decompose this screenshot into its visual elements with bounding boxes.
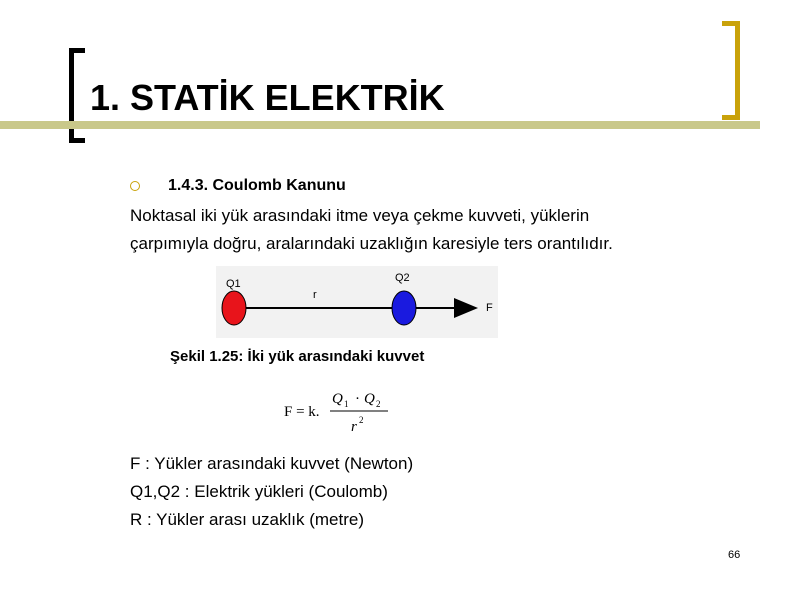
definitions-list xyxy=(130,450,413,534)
bullet-icon xyxy=(130,181,140,191)
formula-r-superscript: 2 xyxy=(359,415,364,425)
formula-r: r xyxy=(351,419,357,435)
charge-diagram xyxy=(216,266,498,338)
formula-q1-subscript: 1 xyxy=(344,399,349,409)
force-label: F xyxy=(486,302,493,314)
coulomb-formula xyxy=(270,384,410,440)
q2-charge xyxy=(392,291,416,325)
formula-q2: Q xyxy=(364,391,375,407)
charge-diagram-svg xyxy=(216,266,498,338)
paragraph-line-2: çarpımıyla doğru, aralarındaki uzaklığın karesiyle ters orantılıdır. xyxy=(130,234,613,253)
q2-label: Q2 xyxy=(395,272,410,284)
definition-distance: R : Yükler arası uzaklık (metre) xyxy=(130,510,364,529)
force-arrow-head xyxy=(454,298,478,318)
distance-label: r xyxy=(313,289,317,301)
title-underline-bar xyxy=(0,121,760,129)
section-heading: 1.4.3. Coulomb Kanunu xyxy=(168,177,346,194)
formula-lhs: F = k. xyxy=(284,404,320,420)
q1-label: Q1 xyxy=(226,278,241,290)
formula-dot: · xyxy=(355,391,360,407)
formula-svg xyxy=(270,384,410,440)
definition-charges: Q1,Q2 : Elektrik yükleri (Coulomb) xyxy=(130,482,388,501)
slide-title: 1. STATİK ELEKTRİK xyxy=(90,77,445,118)
paragraph-line-1: Noktasal iki yük arasındaki itme veya çekme kuvveti, yüklerin xyxy=(130,206,590,225)
definition-force: F : Yükler arasındaki kuvvet (Newton) xyxy=(130,454,414,473)
figure-caption: Şekil 1.25: İki yük arasındaki kuvvet xyxy=(170,348,425,365)
formula-q2-subscript: 2 xyxy=(376,399,381,409)
q1-charge xyxy=(222,291,246,325)
right-bracket-decoration xyxy=(722,21,740,120)
page-number: 66 xyxy=(728,549,741,561)
formula-q1: Q xyxy=(332,391,343,407)
